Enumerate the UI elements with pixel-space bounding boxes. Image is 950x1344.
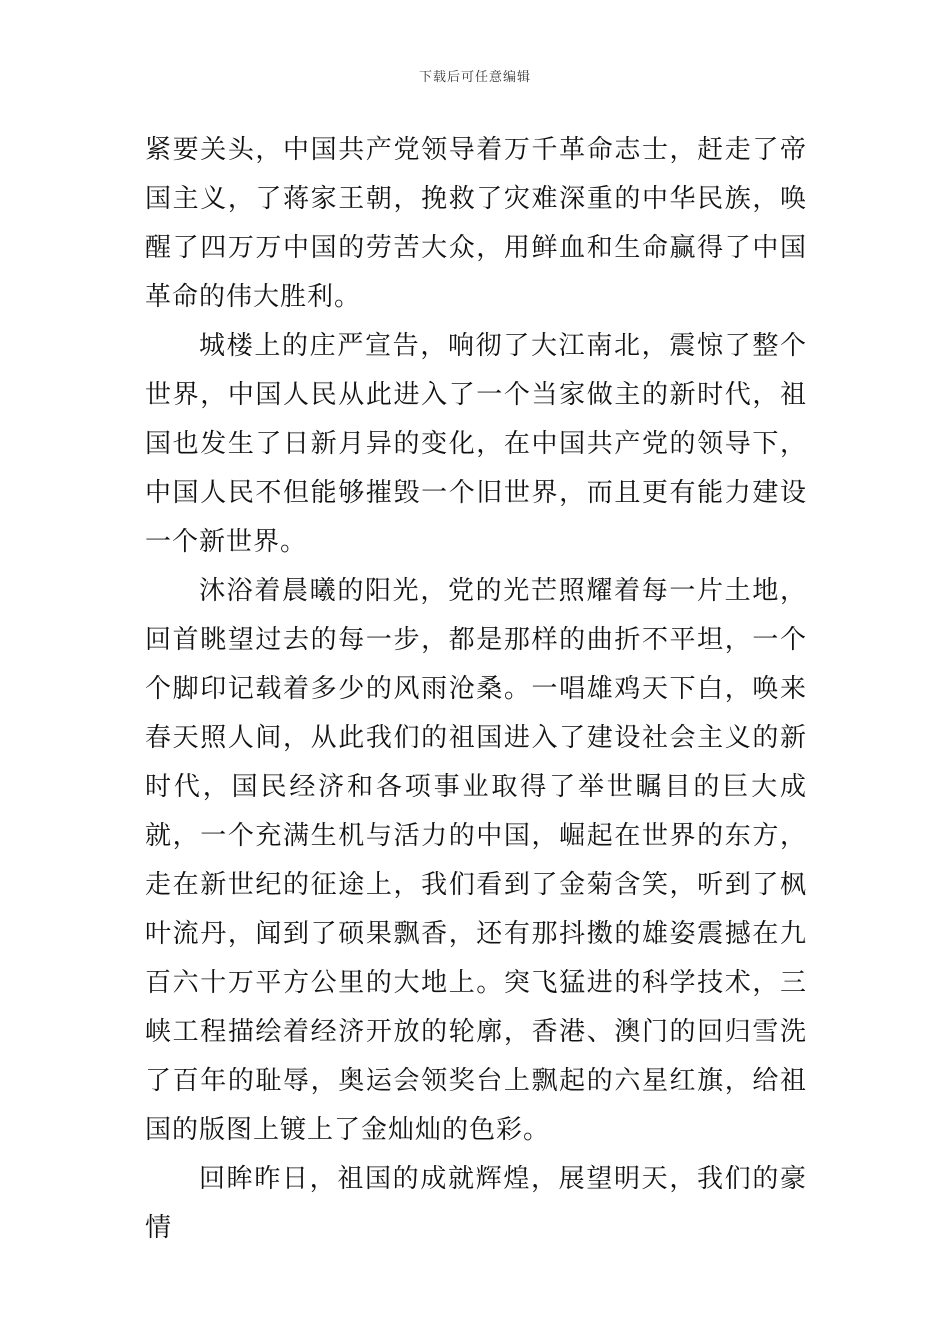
paragraph: 沐浴着晨曦的阳光，党的光芒照耀着每一片土地，回首眺望过去的每一步，都是那样的曲折不平坦，一个个脚印记载着多少的风雨沧桑。一唱雄鸡天下白，唤来春天照人间，从此我们的祖国进入了建设社会主义的新时代，国民经济和各项事业取得了举世瞩目的巨大成就，一个充满生机与活力的中国，崛起在世界的东方，走在新世纪的征途上，我们看到了金菊含笑，听到了枫叶流丹，闻到了硕果飘香，还有那抖擞的雄姿震撼在九百六十万平方公里的大地上。突飞猛进的科学技术，三峡工程描绘着经济开放的轮廓，香港、澳门的回归雪洗了百年的耻辱，奥运会领奖台上飘起的六星红旗，给祖国的版图上镀上了金灿灿的色彩。 xyxy=(145,576,807,1145)
paragraph: 回眸昨日，祖国的成就辉煌，展望明天，我们的豪情 xyxy=(145,1164,807,1243)
paragraph: 紧要关头，中国共产党领导着万千革命志士，赶走了帝国主义，了蒋家王朝，挽救了灾难深重的中华民族，唤醒了四万万中国的劳苦大众，用鲜血和生命赢得了中国革命的伟大胜利。 xyxy=(145,135,807,312)
page-header-note: 下载后可任意编辑 xyxy=(418,70,531,85)
paragraph: 城楼上的庄严宣告，响彻了大江南北，震惊了整个世界，中国人民从此进入了一个当家做主的新时代，祖国也发生了日新月异的变化，在中国共产党的领导下，中国人民不但能够摧毁一个旧世界，而且更有能力建设一个新世界。 xyxy=(145,331,807,557)
body-text xyxy=(145,126,807,1253)
